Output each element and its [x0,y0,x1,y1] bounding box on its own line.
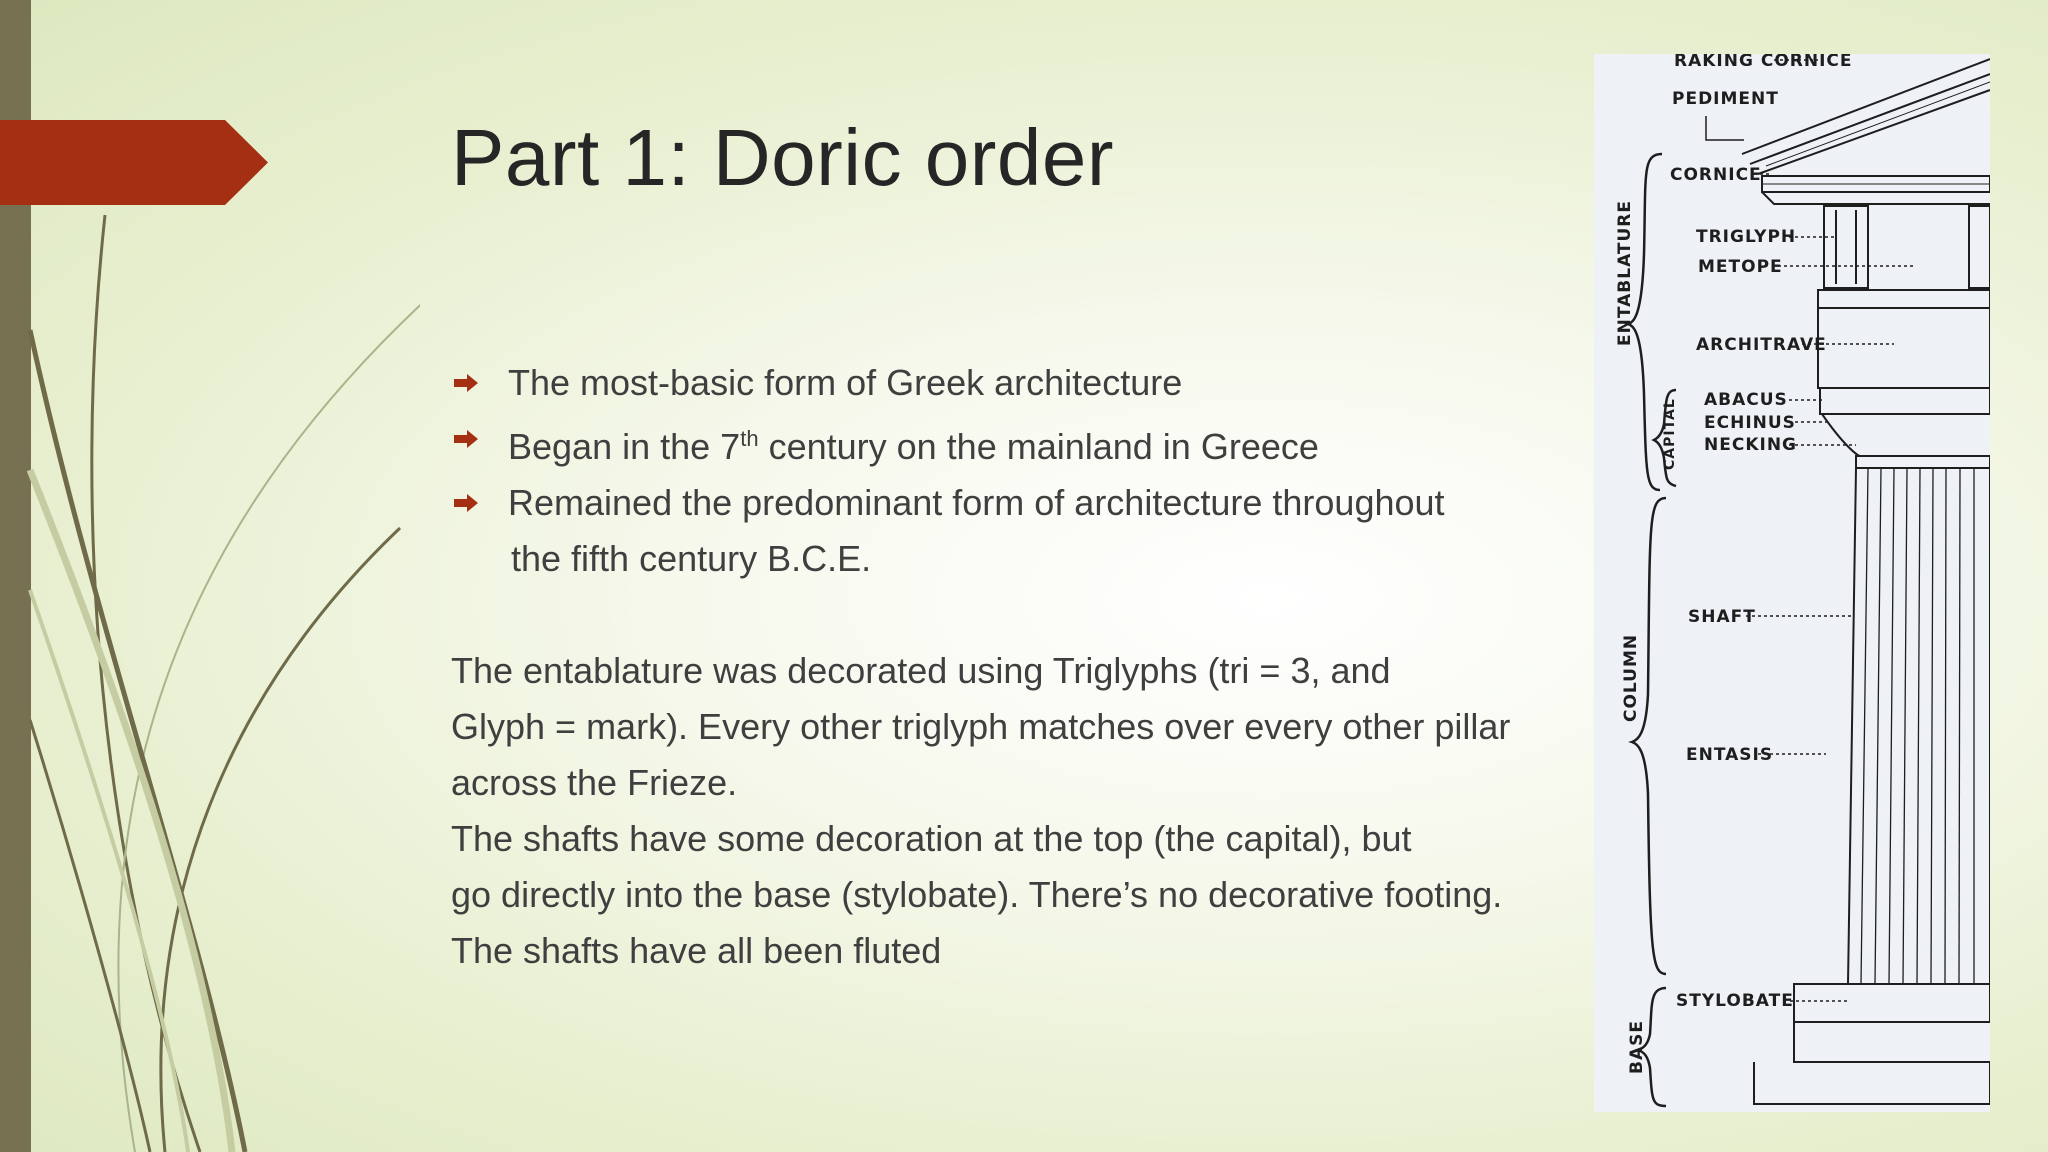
label-column: COLUMN [1621,633,1641,722]
label-pediment: PEDIMENT [1672,89,1779,109]
arrow-bullet-icon [454,374,478,392]
label-entablature: ENTABLATURE [1615,199,1635,346]
label-necking: NECKING [1704,435,1797,455]
label-raking-cornice: RAKING CORNICE [1674,54,1853,71]
bullet-item [451,355,1631,411]
label-abacus: ABACUS [1704,390,1788,410]
bullet-item [451,475,1631,587]
description-paragraph [451,643,1631,979]
bullet-text: Began in the 7 [508,426,741,467]
slide-body [451,355,1631,979]
paragraph-line: The entablature was decorated using Triglyphs (tri = 3, and [451,650,1391,691]
bullet-text: The most-basic form of Greek architecture [508,362,1183,403]
bullet-superscript: th [740,426,759,451]
doric-column-diagram [1594,54,1990,1112]
bullet-list [451,355,1631,587]
label-echinus: ECHINUS [1704,413,1796,433]
label-shaft: SHAFT [1688,607,1756,627]
label-metope: METOPE [1698,257,1783,277]
bullet-item [451,411,1631,475]
bullet-text-continued: century on the mainland in Greece [758,426,1319,467]
paragraph-line: go directly into the base (stylobate). There’s no decorative footing. [451,874,1503,915]
bullet-text: Remained the predominant form of architecture throughout [508,482,1445,523]
title-accent-arrow [0,120,268,205]
paragraph-line: Glyph = mark). Every other triglyph matches over every other pillar [451,706,1511,747]
label-cornice: CORNICE [1670,165,1762,185]
bullet-text-wrapped: the fifth century B.C.E. [511,538,872,579]
paragraph-line: across the Frieze. [451,762,738,803]
arrow-bullet-icon [454,430,478,448]
paragraph-line: The shafts have some decoration at the top (the capital), but [451,818,1412,859]
label-triglyph: TRIGLYPH [1696,227,1797,247]
slide-title: Part 1: Doric order [451,113,1115,202]
label-stylobate: STYLOBATE [1676,991,1794,1011]
paragraph-line: The shafts have all been fluted [451,930,942,971]
label-capital: CAPITAL [1662,398,1678,470]
label-base: BASE [1627,1020,1647,1074]
label-entasis: ENTASIS [1686,745,1774,765]
arrow-bullet-icon [454,494,478,512]
label-architrave: ARCHITRAVE [1696,335,1827,355]
